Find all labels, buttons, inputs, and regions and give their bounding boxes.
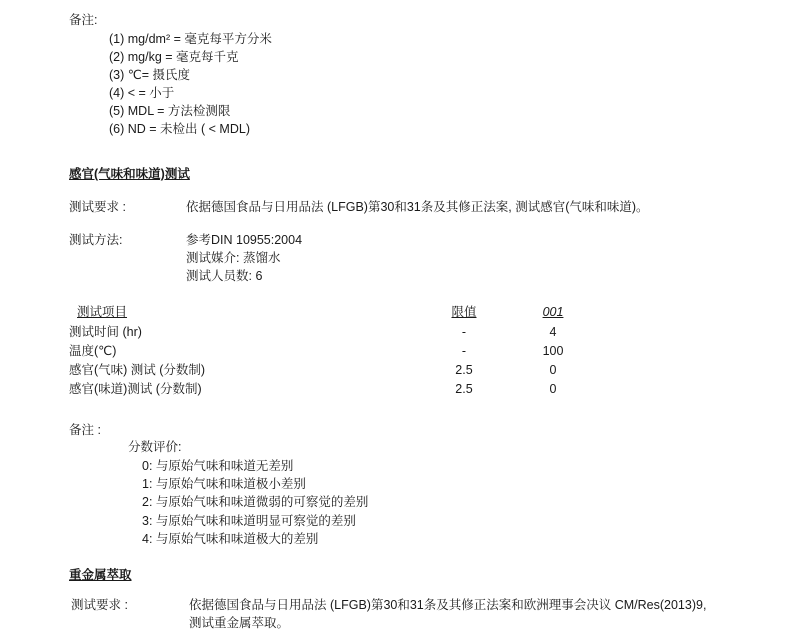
- heavy-metal-requirement-line-1: 依据德国食品与日用品法 (LFGB)第30和31条及其修正法案和欧洲理事会决议 CM/Res(2013)9,: [189, 598, 707, 612]
- score-item-4: 4: 与原始气味和味道极大的差别: [142, 532, 319, 546]
- note-item-3: (3) ℃= 摄氏度: [109, 68, 191, 82]
- table-row-3-value: 0: [549, 363, 557, 377]
- table-row-3-limit: 2.5: [455, 363, 473, 377]
- remarks-label: 备注 :: [69, 423, 101, 437]
- table-header-limit: 限值: [451, 305, 477, 319]
- score-label: 分数评价:: [128, 440, 182, 454]
- sensory-method-line-1: 参考DIN 10955:2004: [186, 233, 303, 247]
- note-item-1: (1) mg/dm² = 毫克每平方分米: [109, 32, 272, 46]
- sensory-heading: 感官(气味和味道)测试: [69, 167, 190, 181]
- table-header-sample: 001: [542, 305, 564, 319]
- note-item-5: (5) MDL = 方法检测限: [109, 104, 231, 118]
- table-header-item: 测试项目: [77, 305, 128, 319]
- table-row-4-value: 0: [549, 382, 557, 396]
- score-item-0: 0: 与原始气味和味道无差别: [142, 459, 294, 473]
- sensory-method-label: 测试方法:: [69, 233, 123, 247]
- table-row-1-limit: -: [461, 325, 467, 339]
- sensory-method-line-2: 测试媒介: 蒸馏水: [186, 251, 281, 265]
- note-item-2: (2) mg/kg = 毫克每千克: [109, 50, 239, 64]
- table-row-4-limit: 2.5: [455, 382, 473, 396]
- table-row-4-item: 感官(味道)测试 (分数制): [69, 382, 202, 396]
- table-row-3-item: 感官(气味) 测试 (分数制): [69, 363, 206, 377]
- sensory-requirement-text: 依据德国食品与日用品法 (LFGB)第30和31条及其修正法案, 测试感官(气味和味道)。: [186, 200, 649, 214]
- note-item-4: (4) < = 小于: [109, 86, 175, 100]
- heavy-metal-heading: 重金属萃取: [69, 568, 132, 582]
- heavy-metal-requirement-label: 测试要求 :: [71, 598, 128, 612]
- notes-label: 备注:: [69, 13, 98, 27]
- sensory-method-line-3: 测试人员数: 6: [186, 269, 263, 283]
- table-row-1-item: 测试时间 (hr): [69, 325, 142, 339]
- table-row-2-item: 温度(℃): [69, 344, 117, 358]
- score-item-2: 2: 与原始气味和味道微弱的可察觉的差别: [142, 495, 369, 509]
- table-row-2-value: 100: [542, 344, 564, 358]
- score-item-1: 1: 与原始气味和味道极小差别: [142, 477, 306, 491]
- sensory-requirement-label: 测试要求 :: [69, 200, 126, 214]
- note-item-6: (6) ND = 未检出 ( < MDL): [109, 122, 250, 136]
- score-item-3: 3: 与原始气味和味道明显可察觉的差别: [142, 514, 356, 528]
- heavy-metal-requirement-line-2: 测试重金属萃取。: [189, 616, 290, 630]
- table-row-2-limit: -: [461, 344, 467, 358]
- table-row-1-value: 4: [549, 325, 557, 339]
